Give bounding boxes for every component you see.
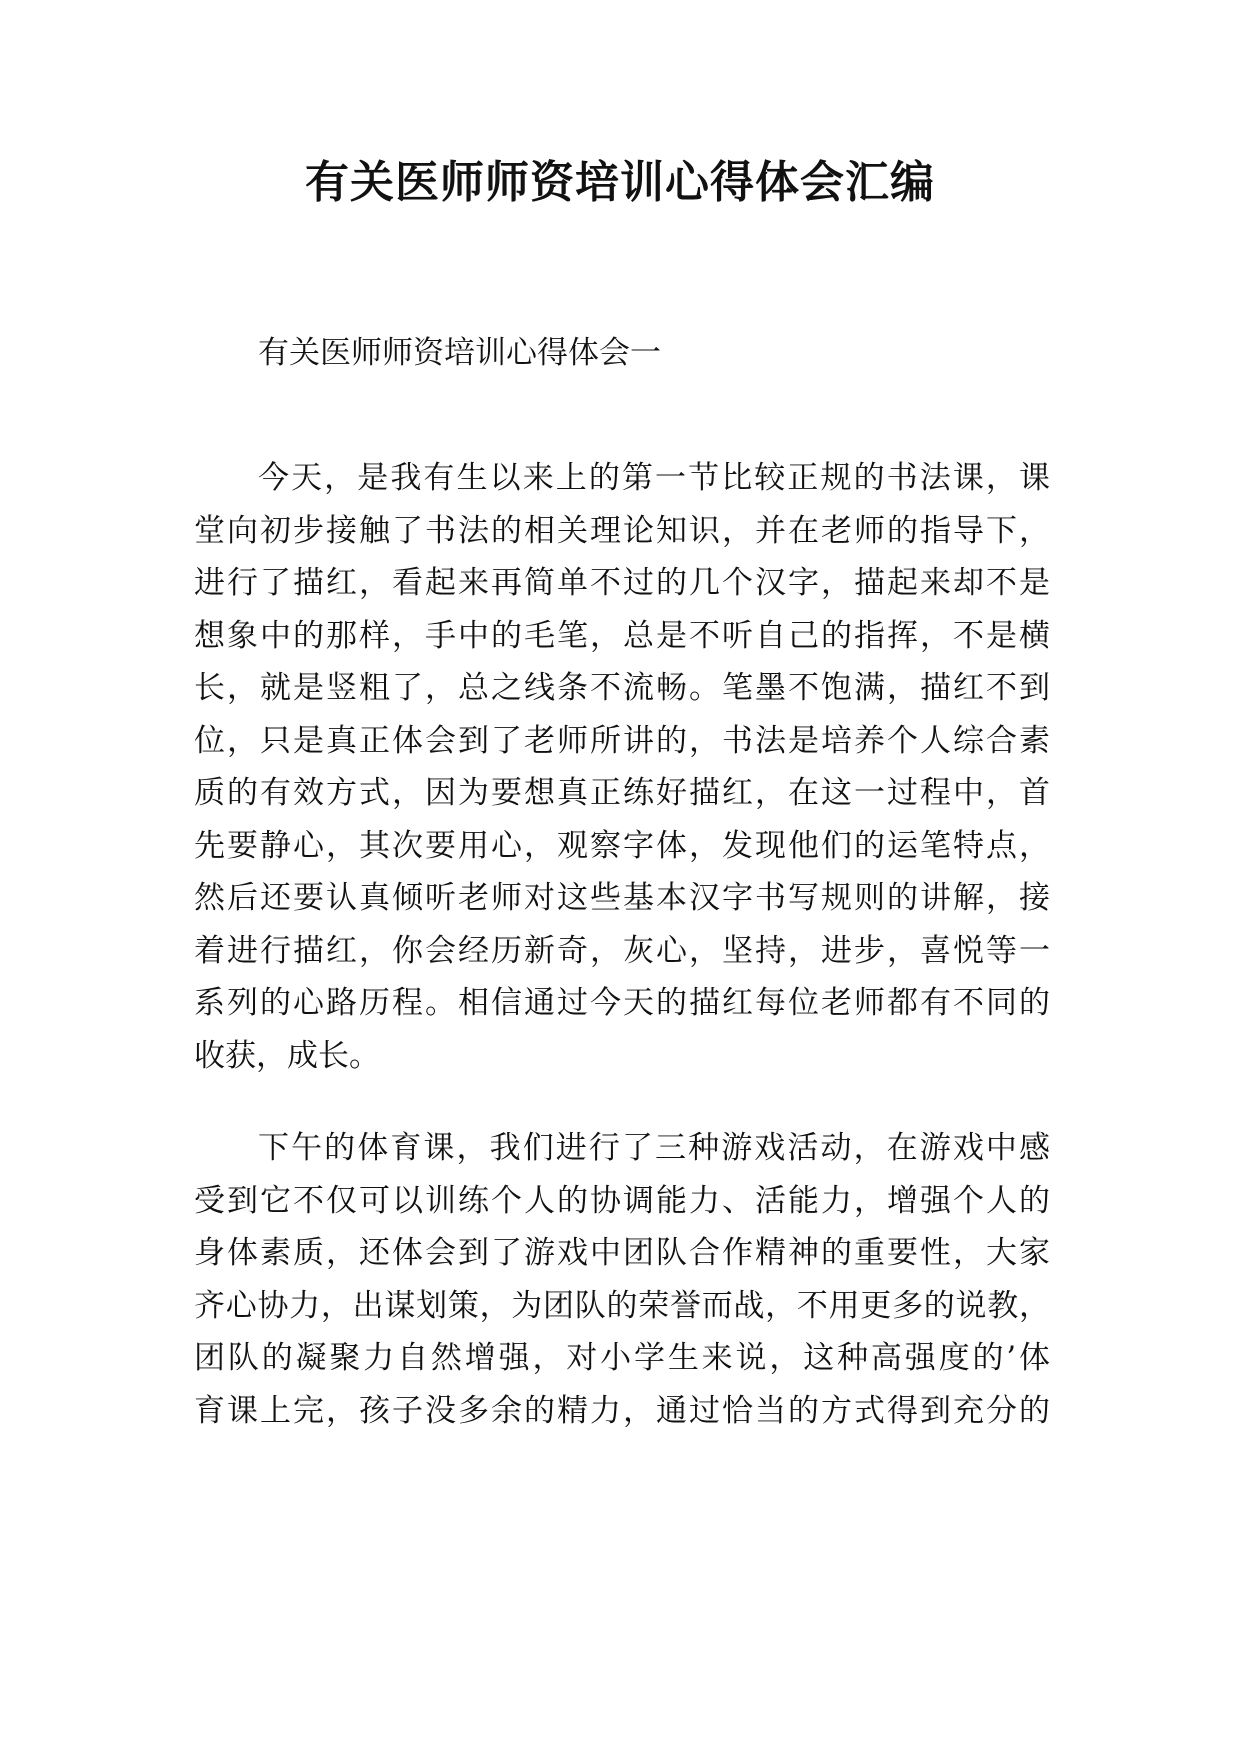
- paragraph-line: 然后还要认真倾听老师对这些基本汉字书写规则的讲解，接: [194, 880, 1050, 916]
- paragraph-line: 质的有效方式，因为要想真正练好描红，在这一过程中，首: [194, 775, 1050, 811]
- paragraph-line: 团队的凝聚力自然增强，对小学生来说，这种高强度的’体: [194, 1340, 1050, 1376]
- paragraph-line: 先要静心，其次要用心，观察字体，发现他们的运笔特点，: [194, 827, 1050, 864]
- document-title: 有关医师师资培训心得体会汇编: [305, 157, 935, 208]
- paragraph-line: 系列的心路历程。相信通过今天的描红每位老师都有不同的: [194, 985, 1050, 1021]
- paragraph-1: [194, 452, 1050, 1082]
- paragraph-line: 想象中的那样，手中的毛笔，总是不听自己的指挥，不是横: [194, 617, 1050, 654]
- paragraph-line: 下午的体育课，我们进行了三种游戏活动，在游戏中感: [258, 1130, 1050, 1166]
- paragraph-line: 进行了描红，看起来再简单不过的几个汉字，描起来却不是: [194, 565, 1050, 601]
- paragraph-line: 今天，是我有生以来上的第一节比较正规的书法课，课: [258, 460, 1050, 496]
- paragraph-line: 育课上完，孩子没多余的精力，通过恰当的方式得到充分的: [194, 1392, 1050, 1429]
- paragraph-line: 收获，成长。: [194, 1037, 380, 1074]
- paragraph-line: 齐心协力，出谋划策，为团队的荣誉而战，不用更多的说教，: [194, 1287, 1050, 1324]
- paragraph-line: 身体素质，还体会到了游戏中团队合作精神的重要性，大家: [194, 1235, 1050, 1271]
- paragraph-line: 受到它不仅可以训练个人的协调能力、活能力，增强个人的: [194, 1182, 1050, 1219]
- paragraph-line: 着进行描红，你会经历新奇，灰心，坚持，进步，喜悦等一: [194, 932, 1050, 969]
- paragraph-2: [194, 1122, 1050, 1437]
- paragraph-line: 位，只是真正体会到了老师所讲的，书法是培养个人综合素: [194, 722, 1050, 759]
- section-heading: 有关医师师资培训心得体会一: [258, 335, 661, 371]
- paragraph-line: 长，就是竖粗了，总之线条不流畅。笔墨不饱满，描红不到: [194, 670, 1050, 706]
- paragraph-line: 堂向初步接触了书法的相关理论知识，并在老师的指导下，: [194, 512, 1050, 549]
